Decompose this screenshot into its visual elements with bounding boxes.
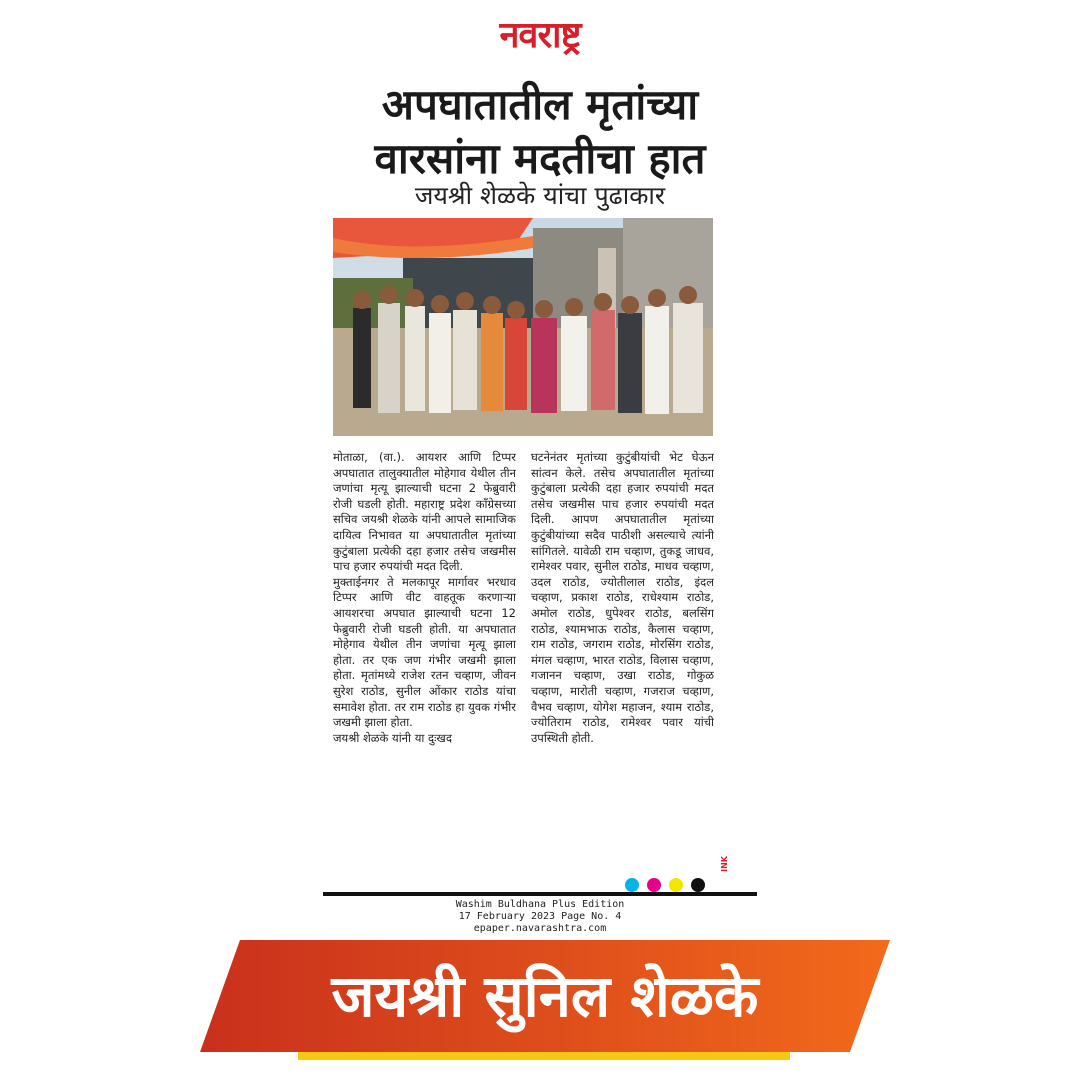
banner-name: जयश्री सुनिल शेळके — [331, 962, 759, 1030]
ink-label: INK — [720, 856, 729, 872]
edition-url: epaper.navarashtra.com — [473, 923, 607, 934]
color-mark-yellow — [669, 878, 683, 892]
article-body — [333, 450, 715, 870]
footer-rule — [323, 892, 757, 896]
headline-line-2: वारसांना मदतीचा हात — [374, 134, 706, 183]
article-paragraph: मुक्ताईनगर ते मलकापूर मार्गावर भरधाव टिप्पर आणि वीट वाहतूक करणाऱ्या आयशरचा अपघात झाल्याची घटना 12 फेब्रुवारी रोजी घडली होती. या अपघातात मोहेगाव येथील तीन जणांचा मृत्यू झाला होता. तर एक जण गंभीर जखमी झाला होता. मृतांमध्ये राजेश रतन चव्हाण, जीवन सुरेश राठोड, सुनील ओंकार राठोड यांचा समावेश होता. तर राम राठोड हा युवक गंभीर जखमी झाला होता. — [333, 574, 516, 730]
article-paragraph: घटनेनंतर मृतांच्या कुटुंबीयांची भेट घेऊन सांत्वन केले. तसेच अपघातातील मृतांच्या कुटुंबाला प्रत्येकी दहा हजार रुपयांची मदत तसेच जखमीस पाच हजार रुपयांची मदत दिली. आपण अपघातातील मृतांच्या कुटुंबीयांच्या सदैव पाठीशी असल्याचे त्यांनी सांगितले. यावेळी राम चव्हाण, तुकडू जाधव, रामेश्वर पवार, सुनील राठोड, माधव चव्हाण, उदल राठोड, ज्योतीलाल राठोड, इंदल चव्हाण, प्रकाश राठोड, राधेश्याम राठोड, अमोल राठोड, धुपेश्वर राठोड, बलसिंग राठोड, श्यामभाऊ राठोड, कैलास चव्हाण, राम राठोड, जगराम राठोड, मोरसिंग राठोड, मंगल चव्हाण, भारत राठोड, विलास चव्हाण, गजानन चव्हाण, उखा राठोड, गोकुळ चव्हाण, मारोती चव्हाण, गजराज चव्हाण, वैभव चव्हाण, योगेश महाजन, श्याम राठोड, ज्योतिराम राठोड, रामेश्वर पवार यांची उपस्थिती होती. — [531, 450, 714, 745]
newspaper-masthead: नवराष्ट्र — [499, 15, 581, 56]
article-headline — [320, 78, 760, 186]
article-photo — [333, 218, 713, 436]
article-paragraph: मोताळा, (वा.). आयशर आणि टिप्पर अपघातात तालुक्यातील मोहेगाव येथील तीन जणांचा मृत्यू झाल्याची घटना 2 फेब्रुवारी रोजी घडली होती. महाराष्ट्र प्रदेश काँग्रेसच्या सचिव जयश्री शेळके यांनी आपले सामाजिक दायित्व निभावत या अपघातातील मृतांच्या कुटुंबाला प्रत्येकी दहा हजार तसेच जखमीस पाच हजार रुपयांची मदत दिली. — [333, 450, 516, 574]
color-mark-magenta — [647, 878, 661, 892]
article-column-right — [531, 450, 714, 870]
article-subheadline: जयश्री शेळके यांचा पुढाकार — [414, 181, 666, 210]
article-column-left — [333, 450, 516, 870]
name-banner — [200, 940, 890, 1060]
article-paragraph: जयश्री शेळके यांनी या दुःखद — [333, 730, 452, 745]
banner-underline — [298, 1052, 790, 1060]
newspaper-photo — [333, 218, 713, 436]
color-mark-cyan — [625, 878, 639, 892]
headline-line-1: अपघातातील मृतांच्या — [381, 80, 699, 129]
edition-info — [380, 899, 700, 935]
edition-name: Washim Buldhana Plus Edition — [455, 899, 625, 910]
color-mark-black — [691, 878, 705, 892]
edition-date: 17 February 2023 Page No. 4 — [458, 911, 622, 922]
print-color-marks — [625, 878, 715, 892]
